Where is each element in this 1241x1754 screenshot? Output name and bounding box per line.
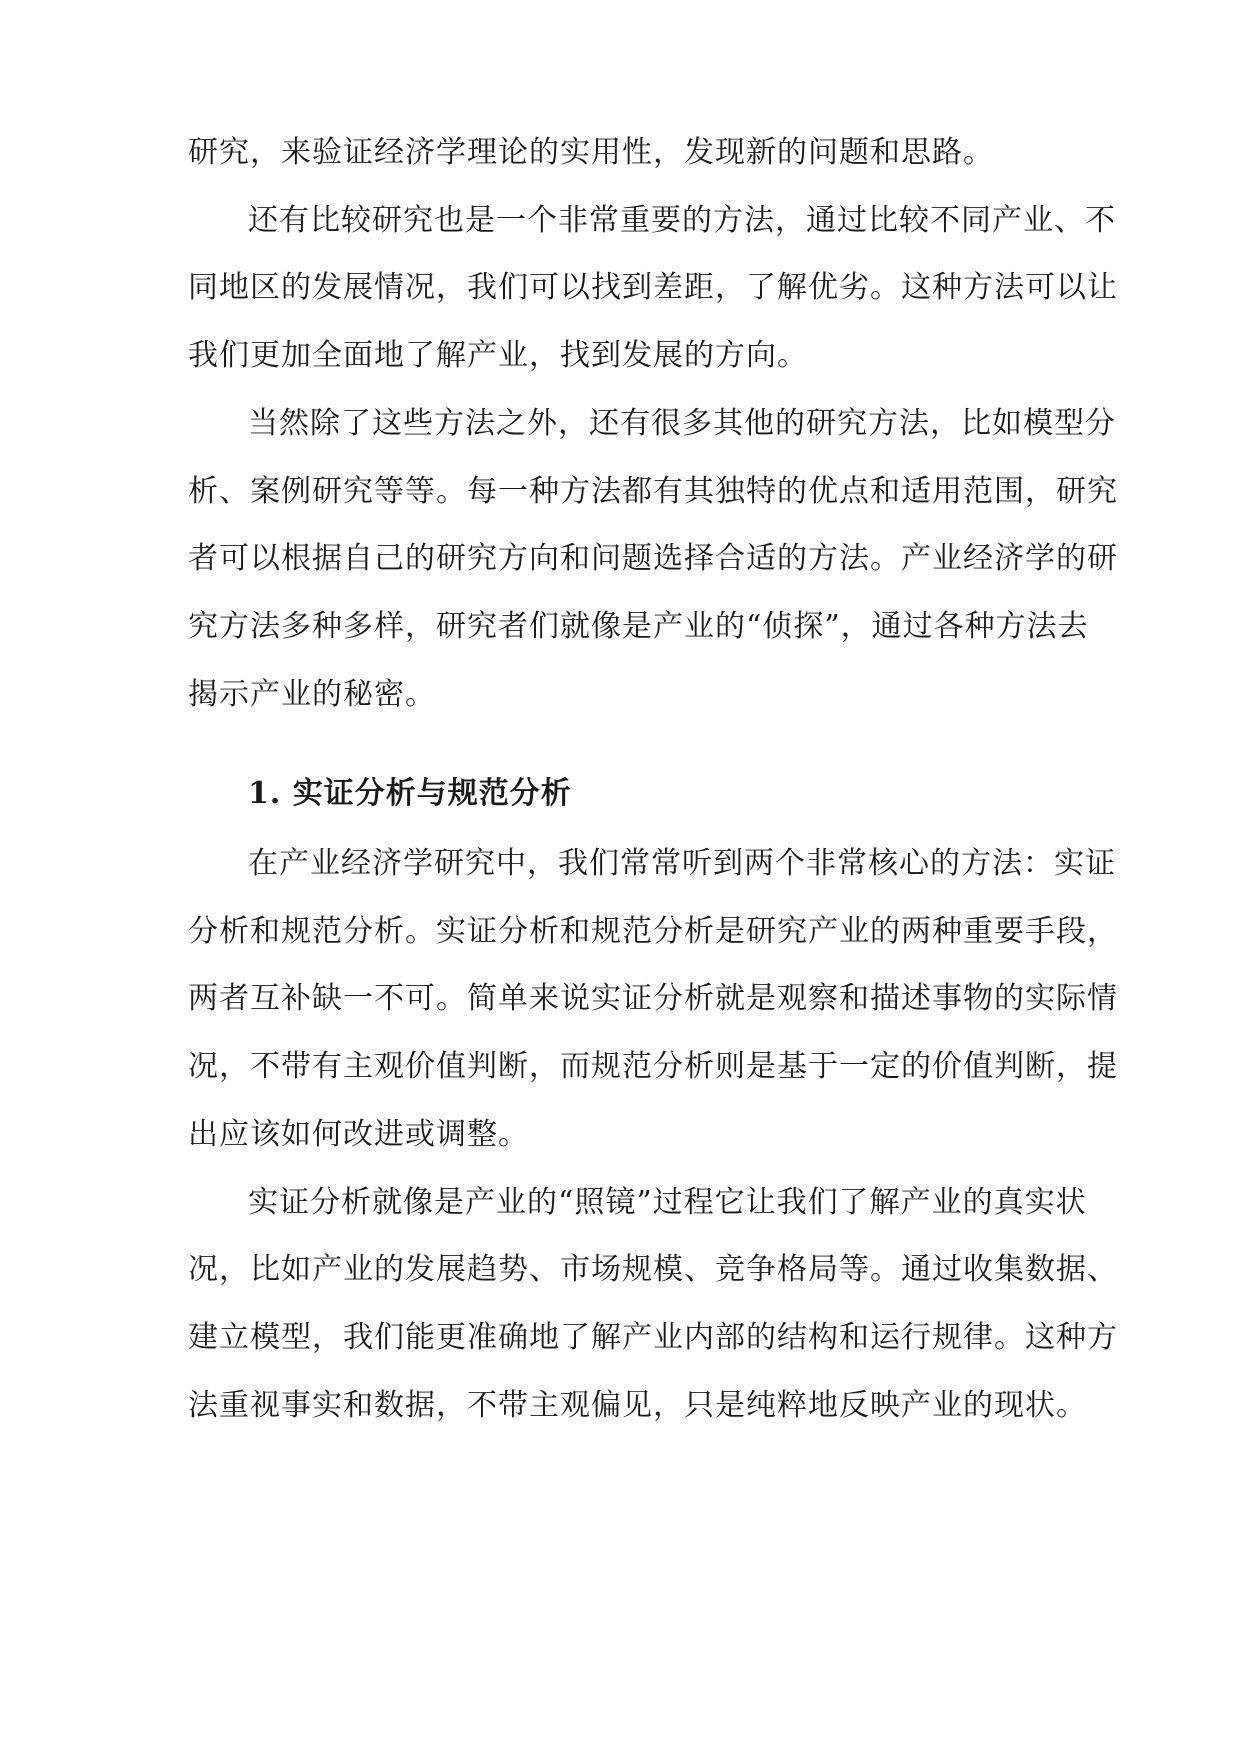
text-line: 况，不带有主观价值判断，而规范分析则是基于一定的价值判断，提 xyxy=(188,1049,1118,1084)
paragraph-first-line: 在产业经济学研究中，我们常常听到两个非常核心的方法：实证 xyxy=(248,846,1116,881)
paragraph-first-line: 还有比较研究也是一个非常重要的方法，通过比较不同产业、不 xyxy=(248,203,1116,238)
paragraph-first-line: 当然除了这些方法之外，还有很多其他的研究方法，比如模型分 xyxy=(248,406,1116,441)
text-line: 况，比如产业的发展趋势、市场规模、竞争格局等。通过收集数据、 xyxy=(188,1252,1118,1287)
text-line: 析、案例研究等等。每一种方法都有其独特的优点和适用范围，研究 xyxy=(188,474,1118,509)
text-line: 研究，来验证经济学理论的实用性，发现新的问题和思路。 xyxy=(188,135,994,170)
text-line: 两者互补缺一不可。简单来说实证分析就是观察和描述事物的实际情 xyxy=(188,981,1118,1016)
text-line: 法重视事实和数据，不带主观偏见，只是纯粹地反映产业的现状。 xyxy=(188,1388,1087,1423)
paragraph-first-line: 实证分析就像是产业的“照镜”过程它让我们了解产业的真实状 xyxy=(248,1185,1087,1220)
text-line: 建立模型，我们能更准确地了解产业内部的结构和运行规律。这种方 xyxy=(188,1320,1118,1355)
text-line: 出应该如何改进或调整。 xyxy=(188,1117,529,1152)
text-line: 者可以根据自己的研究方向和问题选择合适的方法。产业经济学的研 xyxy=(188,541,1118,576)
text-line: 究方法多种多样，研究者们就像是产业的“侦探”，通过各种方法去 xyxy=(188,609,1089,644)
section-heading: 1. 实证分析与规范分析 xyxy=(248,776,572,811)
text-line: 分析和规范分析。实证分析和规范分析是研究产业的两种重要手段， xyxy=(188,914,1118,949)
text-line: 我们更加全面地了解产业，找到发展的方向。 xyxy=(188,338,808,373)
text-line: 同地区的发展情况，我们可以找到差距，了解优劣。这种方法可以让 xyxy=(188,270,1118,305)
text-line: 揭示产业的秘密。 xyxy=(188,677,436,712)
